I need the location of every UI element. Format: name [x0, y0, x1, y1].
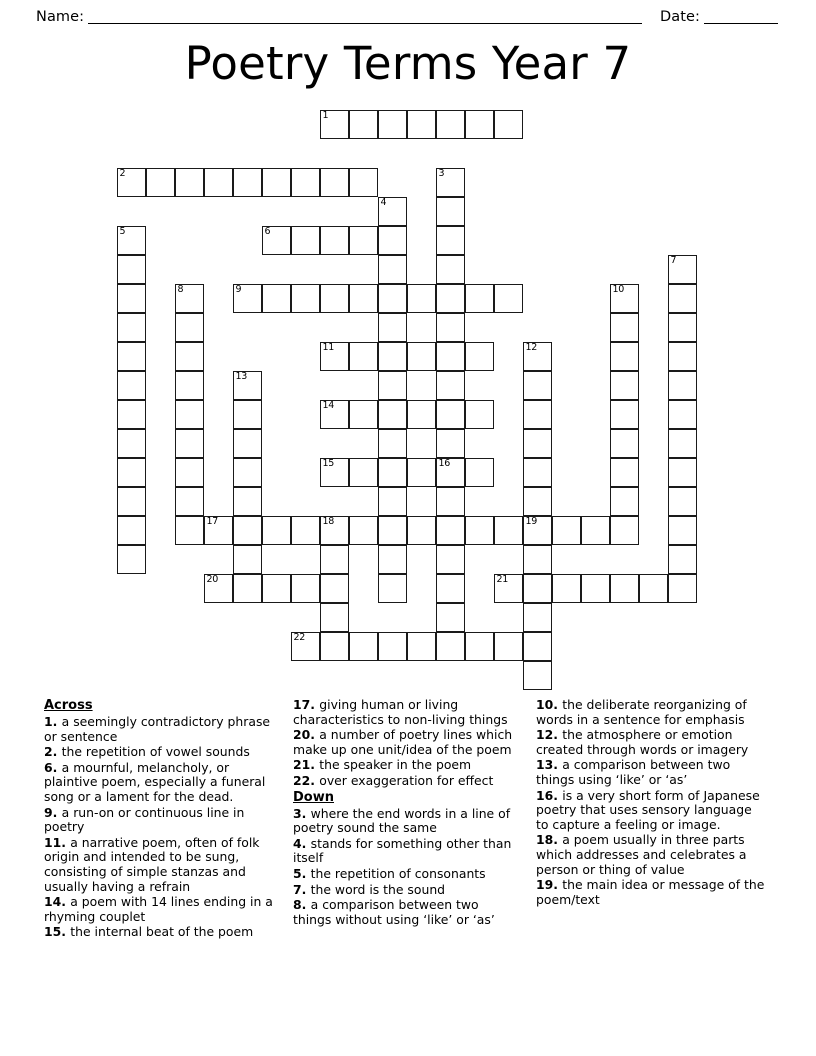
grid-cell[interactable]: [320, 110, 349, 139]
grid-cell[interactable]: [349, 516, 378, 545]
clue-item: [44, 895, 275, 924]
grid-cell[interactable]: [378, 313, 407, 342]
clue-item: [536, 789, 768, 833]
grid-cell[interactable]: [668, 574, 697, 603]
clue-text: where the end words in a line of poetry sound the same: [293, 805, 511, 836]
grid-cell[interactable]: [320, 603, 349, 632]
grid-cell-number: 10: [612, 284, 624, 295]
grid-cell[interactable]: [436, 487, 465, 516]
grid-cell[interactable]: [523, 603, 552, 632]
grid-cell[interactable]: [291, 168, 320, 197]
grid-cell[interactable]: [523, 516, 552, 545]
grid-cell[interactable]: [639, 574, 668, 603]
clue-item: [536, 878, 768, 907]
grid-cell-number: 3: [438, 168, 445, 179]
grid-cell[interactable]: [494, 284, 523, 313]
grid-cell-number: 6: [264, 226, 271, 237]
grid-cell[interactable]: [436, 603, 465, 632]
grid-cell[interactable]: [668, 400, 697, 429]
clue-number: 11.: [44, 834, 71, 850]
clue-item: [44, 925, 275, 940]
grid-cell[interactable]: [436, 255, 465, 284]
clue-item: [293, 758, 518, 773]
clue-item: [293, 698, 518, 727]
grid-cell[interactable]: [117, 313, 146, 342]
grid-cell[interactable]: [610, 429, 639, 458]
grid-cell-number: 12: [525, 342, 537, 353]
grid-cell[interactable]: [320, 516, 349, 545]
grid-cell[interactable]: [233, 371, 262, 400]
grid-cell[interactable]: [378, 371, 407, 400]
grid-cell-number: 5: [119, 226, 126, 237]
clue-text: a poem with 14 lines ending in a rhyming couplet: [44, 894, 273, 924]
clues-column-2: [293, 698, 518, 928]
grid-cell-number: 19: [525, 516, 537, 527]
grid-cell[interactable]: [233, 429, 262, 458]
grid-cell[interactable]: [523, 371, 552, 400]
grid-cell[interactable]: [668, 313, 697, 342]
grid-cell[interactable]: [378, 632, 407, 661]
grid-cell[interactable]: [523, 632, 552, 661]
clue-number: 9.: [44, 804, 62, 820]
grid-cell[interactable]: [117, 458, 146, 487]
grid-cell[interactable]: [204, 168, 233, 197]
grid-cell[interactable]: [668, 371, 697, 400]
grid-cell[interactable]: [668, 458, 697, 487]
grid-cell[interactable]: [262, 574, 291, 603]
grid-cell[interactable]: [175, 429, 204, 458]
grid-cell[interactable]: [233, 574, 262, 603]
page-title: Poetry Terms Year 7: [184, 37, 632, 90]
grid-cell[interactable]: [610, 574, 639, 603]
grid-cell[interactable]: [668, 342, 697, 371]
grid-cell[interactable]: [378, 487, 407, 516]
clue-number: 16.: [536, 787, 563, 803]
grid-cell[interactable]: [175, 458, 204, 487]
grid-cell[interactable]: [523, 487, 552, 516]
grid-cell[interactable]: [320, 545, 349, 574]
grid-cell[interactable]: [233, 284, 262, 313]
grid-cell[interactable]: [494, 516, 523, 545]
clue-number: 1.: [44, 714, 62, 729]
clue-item: [293, 728, 518, 757]
grid-cell[interactable]: [349, 226, 378, 255]
clue-text: a comparison between two things using ‘like’ or ‘as’: [536, 757, 731, 787]
grid-cell[interactable]: [320, 226, 349, 255]
clue-text: over exaggeration for effect: [319, 772, 494, 788]
grid-cell[interactable]: [436, 632, 465, 661]
clue-item: [293, 807, 518, 836]
grid-cell[interactable]: [262, 284, 291, 313]
grid-cell[interactable]: [291, 516, 320, 545]
grid-cell[interactable]: [523, 342, 552, 371]
grid-cell[interactable]: [117, 284, 146, 313]
grid-cell[interactable]: [436, 168, 465, 197]
clue-number: 4.: [293, 835, 311, 851]
grid-cell[interactable]: [465, 110, 494, 139]
grid-cell[interactable]: [378, 342, 407, 371]
grid-cell[interactable]: [523, 545, 552, 574]
grid-cell[interactable]: [523, 574, 552, 603]
grid-cell[interactable]: [349, 284, 378, 313]
grid-cell[interactable]: [668, 429, 697, 458]
clue-item: [293, 883, 518, 898]
grid-cell[interactable]: [117, 342, 146, 371]
grid-cell-number: 11: [322, 342, 334, 353]
grid-cell[interactable]: [610, 313, 639, 342]
clues-column-1: [44, 698, 275, 941]
clues-container: [44, 698, 774, 941]
clue-item: [44, 836, 275, 894]
grid-cell[interactable]: [233, 545, 262, 574]
grid-cell[interactable]: [378, 458, 407, 487]
grid-cell[interactable]: [320, 168, 349, 197]
clue-number: 18.: [536, 832, 563, 848]
grid-cell-number: 17: [206, 516, 218, 527]
clue-text: giving human or living characteristics to non-living things: [293, 697, 508, 727]
clue-number: 7.: [293, 881, 311, 897]
grid-cell[interactable]: [175, 400, 204, 429]
clue-item: [44, 806, 275, 835]
grid-cell[interactable]: [436, 371, 465, 400]
clue-number: 21.: [293, 757, 320, 773]
grid-cell[interactable]: [523, 661, 552, 690]
grid-cell[interactable]: [117, 545, 146, 574]
clue-item: [44, 761, 275, 805]
grid-cell[interactable]: [378, 255, 407, 284]
clue-number: 15.: [44, 924, 71, 940]
grid-cell[interactable]: [436, 516, 465, 545]
grid-cell[interactable]: [668, 255, 697, 284]
clue-item: [293, 898, 518, 927]
grid-cell[interactable]: [291, 284, 320, 313]
grid-cell[interactable]: [117, 255, 146, 284]
clue-text: the main idea or message of the poem/text: [536, 877, 765, 907]
grid-cell[interactable]: [523, 400, 552, 429]
clue-text: a mournful, melancholy, or plaintive poem, especially a funeral song or a lament for the dead.: [44, 759, 266, 804]
clues-column-3: [536, 698, 768, 908]
clue-text: the repetition of consonants: [310, 865, 486, 881]
grid-cell[interactable]: [378, 545, 407, 574]
clue-text: a comparison between two things without using ‘like’ or ‘as’: [293, 897, 495, 927]
grid-cell[interactable]: [668, 284, 697, 313]
grid-cell[interactable]: [378, 197, 407, 226]
grid-cell[interactable]: [610, 516, 639, 545]
clue-number: 6.: [44, 759, 62, 775]
grid-cell-number: 7: [670, 255, 677, 266]
grid-cell[interactable]: [494, 110, 523, 139]
grid-cell-number: 8: [177, 284, 184, 295]
grid-cell[interactable]: [407, 110, 436, 139]
grid-cell[interactable]: [610, 458, 639, 487]
grid-cell[interactable]: [407, 400, 436, 429]
clue-item: [536, 698, 768, 727]
clue-number: 19.: [536, 877, 563, 893]
grid-cell[interactable]: [262, 516, 291, 545]
clue-text: stands for something other than itself: [293, 835, 512, 866]
clue-number: 5.: [293, 865, 311, 881]
grid-cell-number: 15: [322, 458, 334, 469]
grid-cell[interactable]: [349, 110, 378, 139]
grid-cell[interactable]: [320, 632, 349, 661]
grid-cell[interactable]: [117, 487, 146, 516]
clue-number: 22.: [293, 772, 320, 788]
grid-cell[interactable]: [175, 313, 204, 342]
grid-cell[interactable]: [233, 487, 262, 516]
grid-cell[interactable]: [262, 226, 291, 255]
clue-text: the deliberate reorganizing of words in a sentence for emphasis: [536, 697, 747, 727]
clue-text: the atmosphere or emotion created through words or imagery: [536, 727, 749, 757]
grid-cell[interactable]: [117, 371, 146, 400]
grid-cell[interactable]: [175, 284, 204, 313]
grid-cell[interactable]: [117, 226, 146, 255]
grid-cell[interactable]: [117, 400, 146, 429]
grid-cell[interactable]: [523, 429, 552, 458]
grid-cell[interactable]: [407, 458, 436, 487]
grid-cell[interactable]: [436, 342, 465, 371]
clue-item: [536, 833, 768, 877]
grid-cell[interactable]: [320, 458, 349, 487]
name-label: Name:: [36, 9, 85, 25]
clue-text: the word is the sound: [310, 881, 446, 897]
grid-cell-number: 1: [322, 110, 329, 121]
grid-cell[interactable]: [668, 545, 697, 574]
clue-text: a poem usually in three parts which addresses and celebrates a person or thing of value: [536, 832, 747, 877]
clue-text: the speaker in the poem: [319, 757, 472, 773]
grid-cell[interactable]: [233, 400, 262, 429]
grid-cell[interactable]: [291, 574, 320, 603]
grid-cell[interactable]: [291, 632, 320, 661]
across-heading: Across: [44, 698, 93, 713]
grid-cell[interactable]: [349, 632, 378, 661]
grid-cell[interactable]: [407, 342, 436, 371]
clue-item: [293, 867, 518, 882]
grid-cell[interactable]: [349, 400, 378, 429]
grid-cell[interactable]: [610, 284, 639, 313]
grid-cell[interactable]: [407, 632, 436, 661]
grid-cell[interactable]: [436, 429, 465, 458]
clue-number: 3.: [293, 805, 311, 821]
grid-cell[interactable]: [378, 429, 407, 458]
grid-cell-number: 16: [438, 458, 450, 469]
grid-cell[interactable]: [581, 574, 610, 603]
clue-number: 14.: [44, 894, 71, 910]
grid-cell[interactable]: [349, 342, 378, 371]
grid-cell[interactable]: [436, 313, 465, 342]
grid-cell[interactable]: [117, 516, 146, 545]
grid-cell[interactable]: [465, 516, 494, 545]
grid-cell[interactable]: [436, 226, 465, 255]
grid-cell-number: 20: [206, 574, 218, 585]
grid-cell[interactable]: [204, 516, 233, 545]
grid-cell[interactable]: [175, 487, 204, 516]
clue-text: a seemingly contradictory phrase or sentence: [44, 714, 271, 744]
grid-cell[interactable]: [465, 400, 494, 429]
grid-cell[interactable]: [378, 574, 407, 603]
grid-cell[interactable]: [436, 400, 465, 429]
grid-cell[interactable]: [378, 226, 407, 255]
grid-cell[interactable]: [117, 168, 146, 197]
grid-cell[interactable]: [581, 516, 610, 545]
grid-cell[interactable]: [320, 342, 349, 371]
clue-number: 20.: [293, 727, 320, 743]
grid-cell-number: 13: [235, 371, 247, 382]
grid-cell[interactable]: [378, 516, 407, 545]
grid-cell[interactable]: [320, 574, 349, 603]
clue-text: a number of poetry lines which make up one unit/idea of the poem: [293, 727, 513, 757]
grid-cell[interactable]: [523, 458, 552, 487]
grid-cell[interactable]: [610, 400, 639, 429]
clue-item: [293, 774, 518, 789]
grid-cell-number: 9: [235, 284, 242, 295]
grid-cell[interactable]: [146, 168, 175, 197]
grid-cell[interactable]: [349, 458, 378, 487]
grid-cell[interactable]: [610, 342, 639, 371]
clue-item: [536, 728, 768, 757]
grid-cell[interactable]: [610, 371, 639, 400]
grid-cell[interactable]: [262, 168, 291, 197]
down-heading: Down: [293, 789, 334, 805]
date-label: Date:: [659, 9, 700, 25]
clue-text: the repetition of vowel sounds: [61, 744, 250, 760]
clue-number: 17.: [293, 697, 320, 712]
grid-cell-number: 14: [322, 400, 334, 411]
grid-cell[interactable]: [494, 574, 523, 603]
grid-cell[interactable]: [378, 110, 407, 139]
grid-cell[interactable]: [320, 400, 349, 429]
clue-text: a run-on or continuous line in poetry: [44, 804, 245, 835]
grid-cell[interactable]: [552, 516, 581, 545]
grid-cell[interactable]: [668, 516, 697, 545]
clue-item: [293, 837, 518, 866]
grid-cell[interactable]: [233, 516, 262, 545]
grid-cell[interactable]: [436, 545, 465, 574]
grid-cell[interactable]: [175, 371, 204, 400]
clue-text: the internal beat of the poem: [70, 924, 254, 940]
grid-cell[interactable]: [436, 197, 465, 226]
grid-cell-number: 22: [293, 632, 305, 643]
grid-cell[interactable]: [552, 574, 581, 603]
clue-number: 8.: [293, 897, 311, 913]
grid-cell[interactable]: [465, 342, 494, 371]
clue-number: 2.: [44, 744, 62, 760]
grid-cell[interactable]: [175, 342, 204, 371]
grid-cell[interactable]: [494, 632, 523, 661]
clue-item: [44, 745, 275, 760]
grid-cell[interactable]: [436, 458, 465, 487]
grid-cell-number: 4: [380, 197, 387, 208]
grid-cell[interactable]: [407, 516, 436, 545]
clue-text: is a very short form of Japanese poetry that uses sensory language to capture a feeling or image.: [536, 787, 760, 832]
clue-item: [44, 715, 275, 744]
grid-cell[interactable]: [378, 284, 407, 313]
clue-number: 12.: [536, 727, 563, 743]
grid-cell[interactable]: [233, 458, 262, 487]
grid-cell[interactable]: [291, 226, 320, 255]
grid-cell[interactable]: [175, 168, 204, 197]
grid-cell[interactable]: [668, 487, 697, 516]
grid-cell-number: 21: [496, 574, 508, 585]
grid-cell[interactable]: [465, 632, 494, 661]
grid-cell-number: 18: [322, 516, 334, 527]
grid-cell[interactable]: [436, 574, 465, 603]
clue-number: 10.: [536, 697, 563, 712]
grid-cell[interactable]: [175, 516, 204, 545]
grid-cell[interactable]: [204, 574, 233, 603]
grid-cell[interactable]: [436, 110, 465, 139]
clue-item: [536, 758, 768, 787]
grid-cell[interactable]: [436, 284, 465, 313]
clue-number: 13.: [536, 757, 563, 773]
grid-cell[interactable]: [407, 284, 436, 313]
grid-cell[interactable]: [233, 168, 262, 197]
grid-cell[interactable]: [320, 284, 349, 313]
grid-cell[interactable]: [465, 458, 494, 487]
grid-cell-number: 2: [119, 168, 126, 179]
grid-cell[interactable]: [610, 487, 639, 516]
grid-cell[interactable]: [117, 429, 146, 458]
grid-cell[interactable]: [349, 168, 378, 197]
clue-text: a narrative poem, often of folk origin and intended to be sung, consisting of simple stanzas and usually having a refrain: [44, 834, 260, 894]
grid-cell[interactable]: [378, 400, 407, 429]
grid-cell[interactable]: [465, 284, 494, 313]
